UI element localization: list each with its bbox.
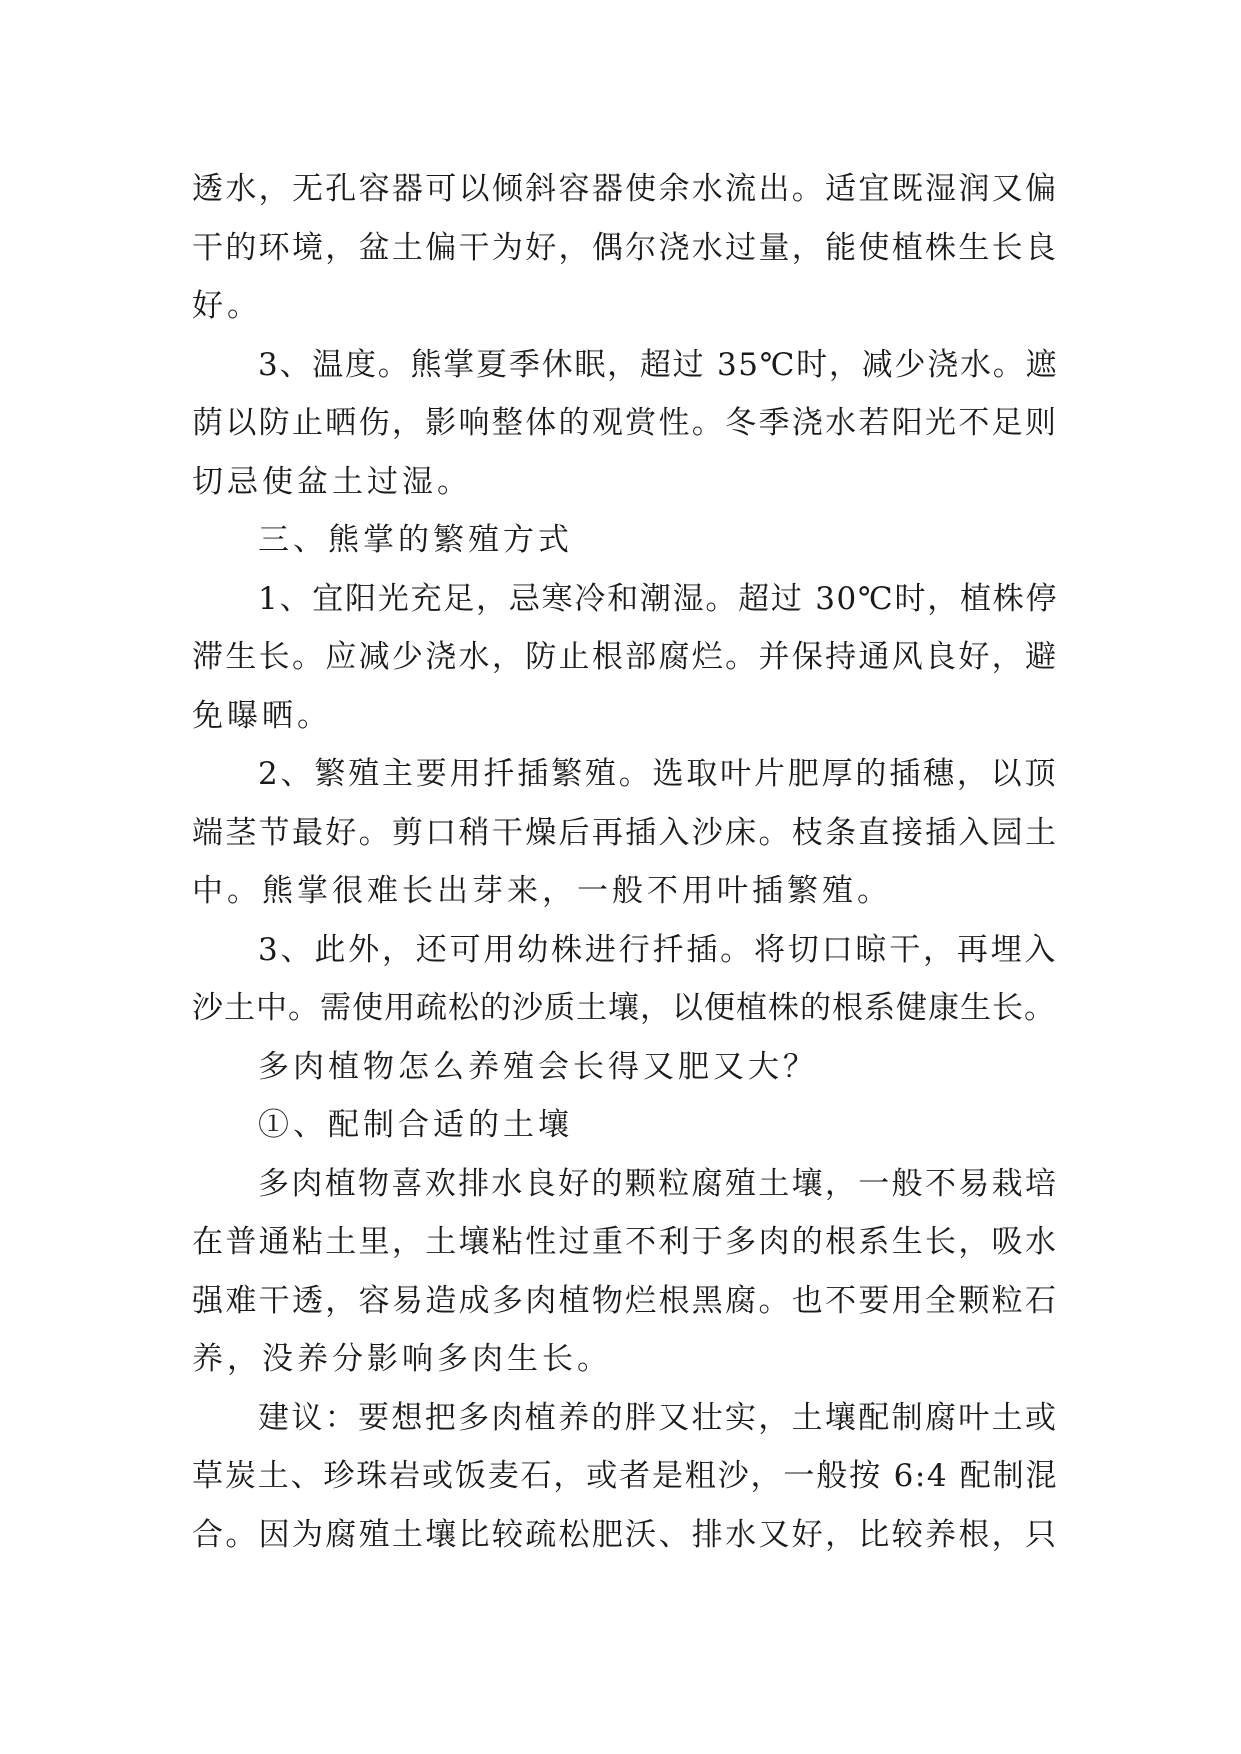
- text-line: 荫以防止晒伤，影响整体的观赏性。冬季浇水若阳光不足则: [192, 405, 1058, 441]
- text-line: 好。: [192, 288, 262, 324]
- text-line: 3、温度。熊掌夏季休眠，超过 35℃时，减少浇水。遮: [258, 346, 1058, 383]
- section-heading: [192, 1038, 1058, 1097]
- text-line: 中。熊掌很难长出芽来，一般不用叶插繁殖。: [192, 873, 892, 909]
- text-line: 沙土中。需使用疏松的沙质土壤，以便植株的根系健康生长。: [192, 990, 1056, 1026]
- text-line: 建议：要想把多肉植养的胖又壮实，土壤配制腐叶土或: [258, 1399, 1058, 1436]
- section-heading: [192, 1096, 1058, 1155]
- text-line: 切忌使盆土过湿。: [192, 463, 472, 500]
- paragraph: [192, 1155, 1058, 1389]
- text-line: 养，没养分影响多肉生长。: [192, 1341, 612, 1377]
- document-page: [192, 160, 1058, 1564]
- text-line: 多肉植物怎么养殖会长得又肥又大？: [258, 1048, 818, 1085]
- text-line: 端茎节最好。剪口稍干燥后再插入沙床。枝条直接插入园土: [192, 814, 1058, 851]
- text-line: 2、繁殖主要用扦插繁殖。选取叶片肥厚的插穗，以顶: [258, 756, 1058, 792]
- text-line: 滞生长。应减少浇水，防止根部腐烂。并保持通风良好，避: [192, 639, 1058, 675]
- text-line: 草炭土、珍珠岩或饭麦石，或者是粗沙，一般按 6:4 配制混: [192, 1458, 1058, 1494]
- paragraph: [192, 1389, 1058, 1565]
- paragraph: [192, 160, 1058, 336]
- section-heading: [192, 511, 1058, 570]
- text-line: 多肉植物喜欢排水良好的颗粒腐殖土壤，一般不易栽培: [258, 1165, 1058, 1202]
- text-line: 干的环境，盆土偏干为好，偶尔浇水过量，能使植株生长良: [192, 229, 1058, 266]
- text-line: 强难干透，容易造成多肉植物烂根黑腐。也不要用全颗粒石: [192, 1282, 1058, 1319]
- paragraph: [192, 336, 1058, 512]
- text-line: ①、配制合适的土壤: [258, 1107, 573, 1143]
- text-line: 合。因为腐殖土壤比较疏松肥沃、排水又好，比较养根，只: [192, 1516, 1058, 1553]
- paragraph: [192, 745, 1058, 921]
- text-line: 透水，无孔容器可以倾斜容器使余水流出。适宜既湿润又偏: [192, 171, 1058, 207]
- text-line: 在普通粘土里，土壤粘性过重不利于多肉的根系生长，吸水: [192, 1224, 1058, 1260]
- text-line: 1、宜阳光充足，忌寒冷和潮湿。超过 30℃时，植株停: [258, 580, 1058, 617]
- text-line: 免曝晒。: [192, 697, 332, 734]
- paragraph: [192, 570, 1058, 746]
- text-line: 3、此外，还可用幼株进行扦插。将切口晾干，再埋入: [258, 931, 1058, 968]
- paragraph: [192, 921, 1058, 1038]
- text-line: 三、熊掌的繁殖方式: [258, 522, 573, 558]
